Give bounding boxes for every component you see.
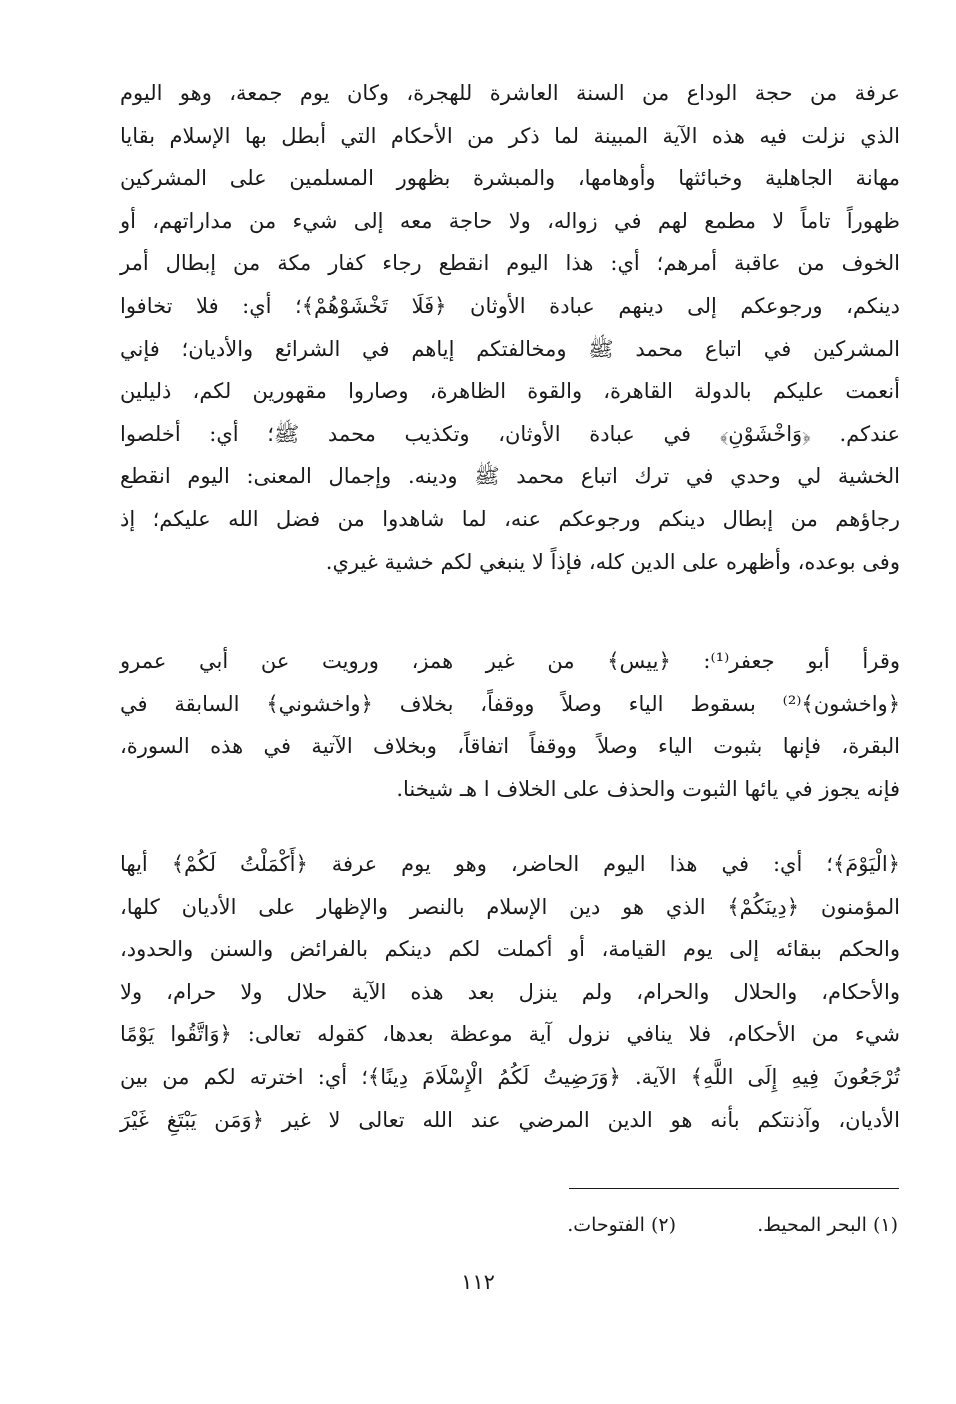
text-line: رجاؤهم من إبطال دينكم ورجوعكم عنه، لما شاهدوا من فضل الله عليكم؛ إذ — [120, 506, 900, 531]
text-line: الأديان، وآذنتكم بأنه هو الدين المرضي عند الله تعالى لا غير ﴿وَمَن يَبْتَغِ غَيْرَ — [120, 1107, 900, 1132]
text-line: ﴿الْيَوْمَ﴾؛ أي: في هذا اليوم الحاضر، وهو يوم عرفة ﴿أَكْمَلْتُ لَكُمْ﴾ أيها — [120, 852, 900, 876]
text-line: المشركين في اتباع محمد ﷺ ومخالفتكم إياهم في الشرائع والأديان؛ فإني — [120, 336, 900, 361]
text-line: عندكم. ﴿وَاخْشَوْنِ﴾ في عبادة الأوثان، وتكذيب محمد ﷺ؛ أي: أخلصوا — [120, 421, 900, 446]
footnote-1: (١) البحر المحيط. — [757, 1214, 898, 1236]
text-line: الذي نزلت فيه هذه الآية المبينة لما ذكر من الأحكام التي أبطل بها الإسلام بقايا — [120, 123, 900, 148]
footnote-divider — [569, 1188, 899, 1189]
text-line: تُرْجَعُونَ فِيهِ إِلَى اللَّهِ﴾ الآية. ﴿وَرَضِيتُ لَكُمُ الْإِسْلَامَ دِينًا﴾؛ أي: اخترته لكم من بين — [120, 1064, 900, 1089]
text-line: وفى بوعده، وأظهره على الدين كله، فإذاً لا ينبغي لكم خشية غيري. — [325, 549, 900, 574]
text-line: ظهوراً تاماً لا مطمع لهم في زواله، ولا حاجة معه إلى شيء من مداراتهم، أو — [120, 208, 900, 233]
footnote-2: (٢) الفتوحات. — [567, 1214, 676, 1236]
text-line: ﴿واخشون﴾⁽²⁾ بسقوط الياء وصلاً ووقفاً، بخلاف ﴿واخشوني﴾ السابقة في — [120, 691, 900, 716]
paragraph-3 — [120, 843, 900, 1141]
text-line: الخوف من عاقبة أمرهم؛ أي: هذا اليوم انقطع رجاء كفار مكة من إبطال أمر — [120, 251, 900, 276]
text-line: والحكم ببقائه إلى يوم القيامة، أو أكملت لكم دينكم بالفرائض والسنن والحدود، — [120, 937, 900, 962]
text-line: عرفة من حجة الوداع من السنة العاشرة للهجرة، وكان يوم جمعة، وهو اليوم — [120, 81, 900, 105]
paragraph-2 — [120, 640, 900, 810]
text-line: مهانة الجاهلية وخبائثها وأوهامها، والمبشرة بظهور المسلمين على المشركين — [120, 166, 900, 191]
paragraph-1 — [120, 72, 900, 583]
text-line: الخشية لي وحدي في ترك اتباع محمد ﷺ ودينه. وإجمال المعنى: اليوم انقطع — [120, 464, 900, 489]
text-line: والأحكام، والحلال والحرام، ولم ينزل بعد هذه الآية حلال ولا حرام، ولا — [120, 979, 900, 1004]
text-line: البقرة، فإنها بثبوت الياء وصلاً ووقفاً اتفاقاً، وبخلاف الآتية في هذه السورة، — [120, 734, 900, 759]
footnotes — [298, 1205, 898, 1245]
text-line: فإنه يجوز في يائها الثبوت والحذف على الخلاف ا هـ شيخنا. — [396, 776, 900, 801]
text-line: شيء من الأحكام، فلا ينافي نزول آية موعظة بعدها، كقوله تعالى: ﴿وَاتَّقُوا يَوْمًا — [120, 1022, 900, 1047]
text-line: أنعمت عليكم بالدولة القاهرة، والقوة الظاهرة، وصاروا مقهورين لكم، ذليلين — [120, 379, 900, 404]
text-line: دينكم، ورجوعكم إلى دينهم عبادة الأوثان ﴿فَلَا تَخْشَوْهُمْ﴾؛ أي: فلا تخافوا — [120, 293, 900, 318]
page-number: ١١٢ — [461, 1270, 495, 1294]
text-line: وقرأ أبو جعفر⁽¹⁾: ﴿ييس﴾ من غير همز، ورويت عن أبي عمرو — [120, 649, 900, 673]
text-line: المؤمنون ﴿دِينَكُمْ﴾ الذي هو دين الإسلام بالنصر والإظهار على الأديان كلها، — [120, 894, 900, 919]
